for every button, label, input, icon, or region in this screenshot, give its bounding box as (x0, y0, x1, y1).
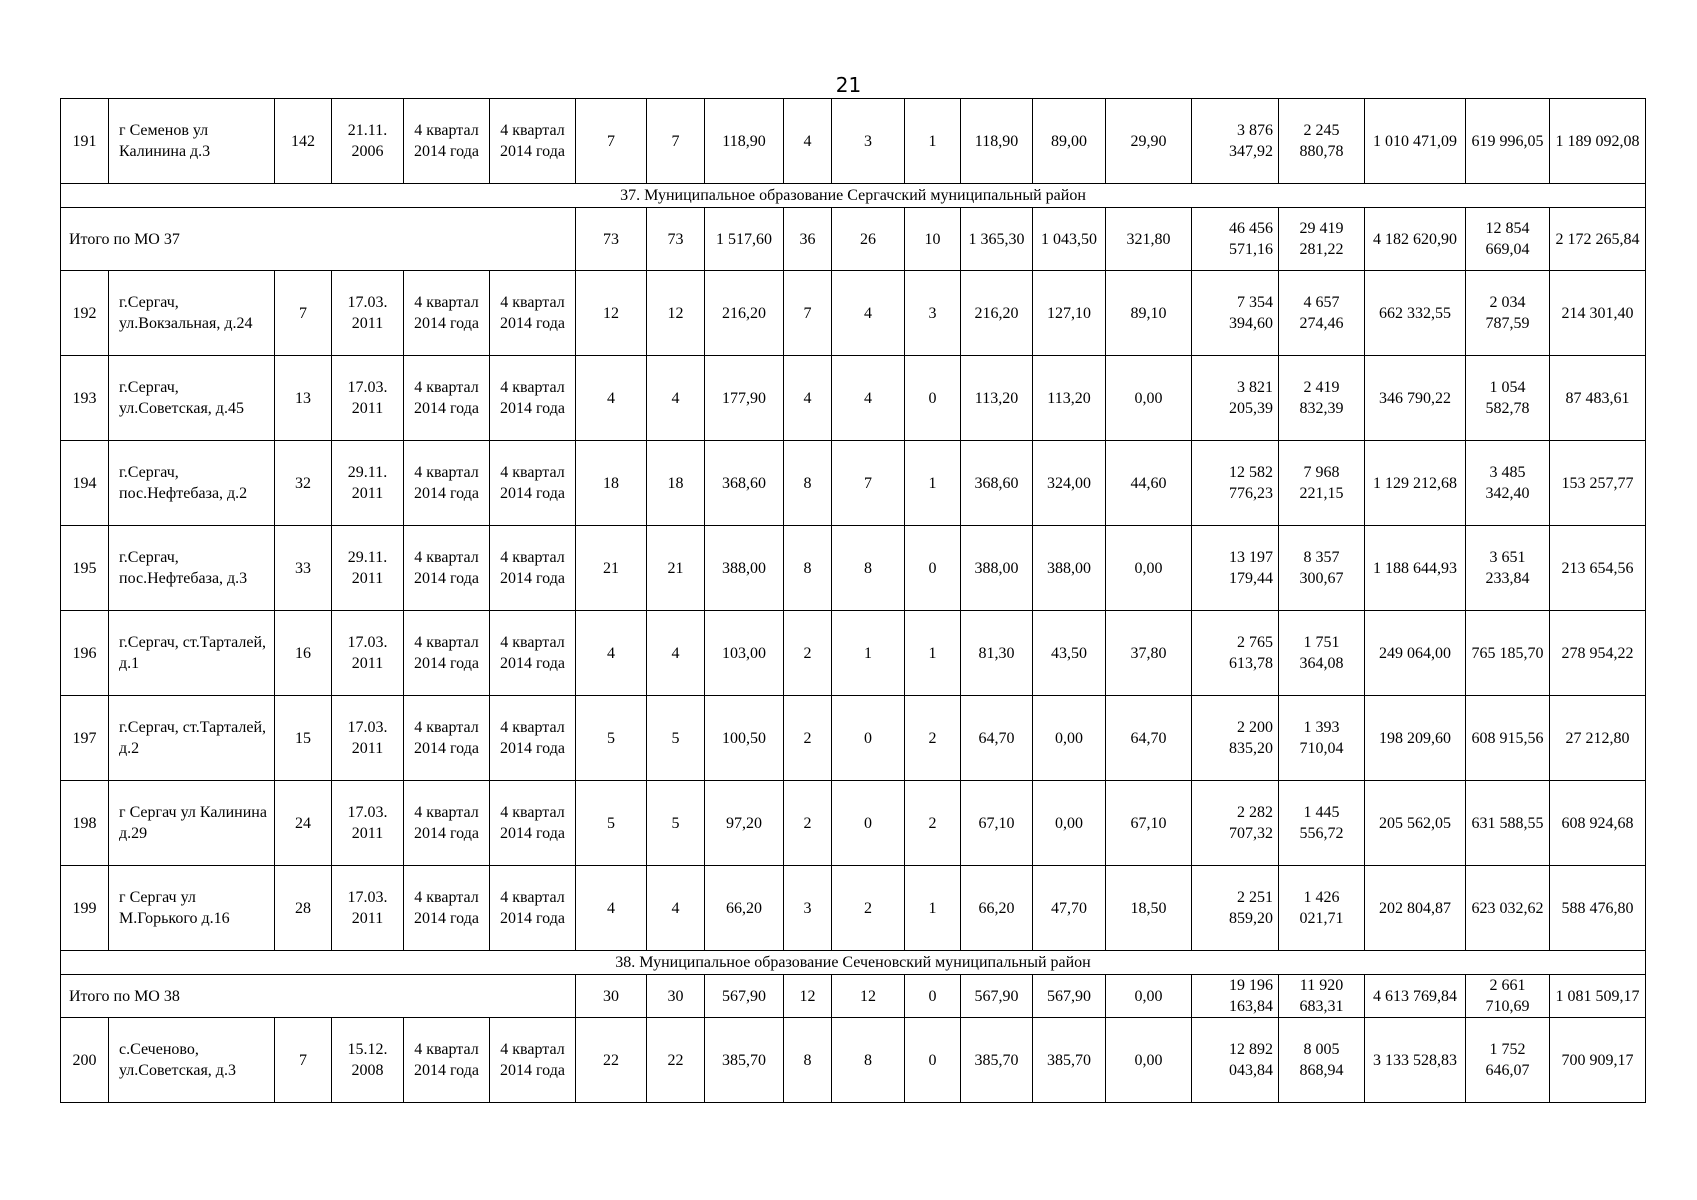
cell-doc-date: 17.03. 2011 (332, 866, 404, 951)
cell-residents-resettled: 12 (647, 271, 705, 356)
cell-area-total: 368,60 (705, 441, 784, 526)
cell-plan-start: 4 квартал 2014 года (404, 356, 490, 441)
cell-doc-number: 15 (275, 696, 332, 781)
cell-cost-total: 12 892 043,84 (1192, 1018, 1279, 1103)
cell-apartments-total: 8 (784, 1018, 832, 1103)
cell-local-budget: 631 588,55 (1466, 781, 1550, 866)
cell-area-total: 118,90 (705, 99, 784, 184)
cell-plan-start: 4 квартал 2014 года (404, 781, 490, 866)
cell-apartments-municipal: 1 (905, 866, 961, 951)
cell-doc-date: 29.11. 2011 (332, 441, 404, 526)
cell-area-private: 89,00 (1033, 99, 1106, 184)
cell-plan-start: 4 квартал 2014 года (404, 1018, 490, 1103)
total-cell: 1 043,50 (1033, 208, 1106, 271)
cell-plan-end: 4 квартал 2014 года (490, 356, 576, 441)
cell-area-municipal: 18,50 (1106, 866, 1192, 951)
total-cell: 0 (905, 975, 961, 1018)
cell-number: 195 (61, 526, 109, 611)
cell-plan-end: 4 квартал 2014 года (490, 271, 576, 356)
cell-address: г.Сергач, пос.Нефтебаза, д.2 (109, 441, 275, 526)
cell-area-resettled: 64,70 (961, 696, 1033, 781)
cell-cost-total: 3 821 205,39 (1192, 356, 1279, 441)
cell-area-resettled: 81,30 (961, 611, 1033, 696)
cell-regional-budget: 346 790,22 (1365, 356, 1466, 441)
total-cell: 36 (784, 208, 832, 271)
cell-number: 192 (61, 271, 109, 356)
cell-local-budget: 608 915,56 (1466, 696, 1550, 781)
cell-apartments-private: 2 (832, 866, 905, 951)
cell-apartments-private: 8 (832, 526, 905, 611)
total-cell: 73 (576, 208, 647, 271)
cell-local-budget: 3 485 342,40 (1466, 441, 1550, 526)
cell-fund-share: 8 005 868,94 (1279, 1018, 1365, 1103)
cell-apartments-total: 4 (784, 356, 832, 441)
cell-local-budget: 623 032,62 (1466, 866, 1550, 951)
cell-regional-budget: 1 188 644,93 (1365, 526, 1466, 611)
cell-area-resettled: 385,70 (961, 1018, 1033, 1103)
cell-apartments-municipal: 1 (905, 99, 961, 184)
cell-cost-total: 2 200 835,20 (1192, 696, 1279, 781)
cell-extra-funds: 27 212,80 (1550, 696, 1646, 781)
cell-apartments-total: 4 (784, 99, 832, 184)
cell-apartments-private: 3 (832, 99, 905, 184)
cell-apartments-total: 7 (784, 271, 832, 356)
cell-extra-funds: 278 954,22 (1550, 611, 1646, 696)
cell-area-private: 43,50 (1033, 611, 1106, 696)
cell-residents-resettled: 4 (647, 866, 705, 951)
cell-residents-total: 4 (576, 611, 647, 696)
cell-regional-budget: 1 129 212,68 (1365, 441, 1466, 526)
cell-number: 194 (61, 441, 109, 526)
cell-apartments-private: 0 (832, 696, 905, 781)
cell-extra-funds: 87 483,61 (1550, 356, 1646, 441)
cell-plan-start: 4 квартал 2014 года (404, 441, 490, 526)
table-row (61, 356, 1646, 441)
cell-apartments-private: 8 (832, 1018, 905, 1103)
section-title: 38. Муниципальное образование Сеченовский муниципальный район (61, 951, 1646, 975)
cell-apartments-municipal: 0 (905, 526, 961, 611)
cell-area-total: 388,00 (705, 526, 784, 611)
cell-area-resettled: 368,60 (961, 441, 1033, 526)
section-header-row (61, 184, 1646, 208)
total-cell: 30 (647, 975, 705, 1018)
cell-plan-end: 4 квартал 2014 года (490, 526, 576, 611)
housing-register-table (60, 98, 1646, 1103)
cell-address: г.Сергач, ул.Советская, д.45 (109, 356, 275, 441)
cell-cost-total: 12 582 776,23 (1192, 441, 1279, 526)
cell-cost-total: 3 876 347,92 (1192, 99, 1279, 184)
cell-address: с.Сеченово, ул.Советская, д.3 (109, 1018, 275, 1103)
cell-local-budget: 2 034 787,59 (1466, 271, 1550, 356)
cell-plan-end: 4 квартал 2014 года (490, 611, 576, 696)
cell-regional-budget: 202 804,87 (1365, 866, 1466, 951)
cell-apartments-total: 2 (784, 696, 832, 781)
cell-area-private: 385,70 (1033, 1018, 1106, 1103)
cell-fund-share: 4 657 274,46 (1279, 271, 1365, 356)
table-row (61, 441, 1646, 526)
total-row (61, 975, 1646, 1018)
cell-address: г.Сергач, пос.Нефтебаза, д.3 (109, 526, 275, 611)
cell-regional-budget: 3 133 528,83 (1365, 1018, 1466, 1103)
cell-number: 193 (61, 356, 109, 441)
cell-residents-resettled: 5 (647, 696, 705, 781)
cell-doc-date: 17.03. 2011 (332, 611, 404, 696)
cell-cost-total: 13 197 179,44 (1192, 526, 1279, 611)
table-row (61, 1018, 1646, 1103)
cell-apartments-total: 8 (784, 526, 832, 611)
cell-area-private: 113,20 (1033, 356, 1106, 441)
cell-local-budget: 3 651 233,84 (1466, 526, 1550, 611)
cell-residents-resettled: 5 (647, 781, 705, 866)
cell-area-total: 103,00 (705, 611, 784, 696)
cell-doc-date: 17.03. 2011 (332, 356, 404, 441)
cell-doc-number: 32 (275, 441, 332, 526)
cell-cost-total: 7 354 394,60 (1192, 271, 1279, 356)
total-cell: 12 (784, 975, 832, 1018)
cell-doc-number: 142 (275, 99, 332, 184)
cell-apartments-municipal: 1 (905, 611, 961, 696)
cell-regional-budget: 662 332,55 (1365, 271, 1466, 356)
cell-apartments-private: 4 (832, 356, 905, 441)
cell-area-municipal: 37,80 (1106, 611, 1192, 696)
cell-residents-total: 21 (576, 526, 647, 611)
cell-address: г.Сергач, ст.Тарталей, д.1 (109, 611, 275, 696)
cell-area-municipal: 44,60 (1106, 441, 1192, 526)
cell-fund-share: 1 393 710,04 (1279, 696, 1365, 781)
cell-fund-share: 8 357 300,67 (1279, 526, 1365, 611)
cell-plan-end: 4 квартал 2014 года (490, 866, 576, 951)
cell-cost-total: 2 282 707,32 (1192, 781, 1279, 866)
cell-extra-funds: 213 654,56 (1550, 526, 1646, 611)
cell-fund-share: 7 968 221,15 (1279, 441, 1365, 526)
cell-extra-funds: 1 189 092,08 (1550, 99, 1646, 184)
cell-residents-total: 5 (576, 696, 647, 781)
total-cell: 567,90 (1033, 975, 1106, 1018)
cell-residents-resettled: 21 (647, 526, 705, 611)
cell-area-municipal: 0,00 (1106, 356, 1192, 441)
total-cell: 26 (832, 208, 905, 271)
cell-area-resettled: 113,20 (961, 356, 1033, 441)
cell-apartments-total: 2 (784, 781, 832, 866)
cell-area-private: 127,10 (1033, 271, 1106, 356)
cell-extra-funds: 153 257,77 (1550, 441, 1646, 526)
cell-area-municipal: 89,10 (1106, 271, 1192, 356)
cell-extra-funds: 588 476,80 (1550, 866, 1646, 951)
total-cell: 12 854 669,04 (1466, 208, 1550, 271)
cell-area-municipal: 0,00 (1106, 526, 1192, 611)
cell-extra-funds: 700 909,17 (1550, 1018, 1646, 1103)
cell-area-resettled: 118,90 (961, 99, 1033, 184)
cell-apartments-municipal: 0 (905, 1018, 961, 1103)
cell-area-resettled: 388,00 (961, 526, 1033, 611)
cell-number: 191 (61, 99, 109, 184)
cell-doc-number: 24 (275, 781, 332, 866)
cell-doc-date: 17.03. 2011 (332, 271, 404, 356)
cell-doc-number: 33 (275, 526, 332, 611)
cell-apartments-total: 8 (784, 441, 832, 526)
cell-plan-start: 4 квартал 2014 года (404, 866, 490, 951)
table-row (61, 696, 1646, 781)
cell-plan-start: 4 квартал 2014 года (404, 696, 490, 781)
cell-fund-share: 1 751 364,08 (1279, 611, 1365, 696)
total-cell: 321,80 (1106, 208, 1192, 271)
cell-area-private: 0,00 (1033, 781, 1106, 866)
cell-doc-date: 15.12. 2008 (332, 1018, 404, 1103)
cell-fund-share: 2 245 880,78 (1279, 99, 1365, 184)
cell-apartments-private: 7 (832, 441, 905, 526)
total-cell: 30 (576, 975, 647, 1018)
table-row (61, 99, 1646, 184)
total-label: Итого по МО 37 (61, 208, 576, 271)
total-cell: 1 081 509,17 (1550, 975, 1646, 1018)
cell-fund-share: 1 426 021,71 (1279, 866, 1365, 951)
cell-plan-start: 4 квартал 2014 года (404, 526, 490, 611)
cell-regional-budget: 249 064,00 (1365, 611, 1466, 696)
cell-residents-resettled: 18 (647, 441, 705, 526)
total-cell: 0,00 (1106, 975, 1192, 1018)
cell-apartments-municipal: 3 (905, 271, 961, 356)
cell-residents-resettled: 22 (647, 1018, 705, 1103)
total-cell: 567,90 (705, 975, 784, 1018)
table-row (61, 611, 1646, 696)
cell-area-municipal: 29,90 (1106, 99, 1192, 184)
cell-area-resettled: 66,20 (961, 866, 1033, 951)
cell-doc-number: 16 (275, 611, 332, 696)
cell-area-total: 177,90 (705, 356, 784, 441)
cell-fund-share: 1 445 556,72 (1279, 781, 1365, 866)
cell-area-total: 97,20 (705, 781, 784, 866)
total-cell: 1 517,60 (705, 208, 784, 271)
cell-residents-total: 7 (576, 99, 647, 184)
cell-doc-date: 17.03. 2011 (332, 781, 404, 866)
cell-residents-resettled: 4 (647, 611, 705, 696)
cell-local-budget: 619 996,05 (1466, 99, 1550, 184)
cell-area-municipal: 0,00 (1106, 1018, 1192, 1103)
table-row (61, 781, 1646, 866)
cell-extra-funds: 214 301,40 (1550, 271, 1646, 356)
cell-apartments-municipal: 2 (905, 781, 961, 866)
cell-local-budget: 1 752 646,07 (1466, 1018, 1550, 1103)
cell-address: г Сергач ул М.Горького д.16 (109, 866, 275, 951)
cell-number: 196 (61, 611, 109, 696)
cell-plan-end: 4 квартал 2014 года (490, 696, 576, 781)
cell-apartments-municipal: 2 (905, 696, 961, 781)
total-cell: 4 182 620,90 (1365, 208, 1466, 271)
cell-residents-total: 5 (576, 781, 647, 866)
cell-apartments-private: 4 (832, 271, 905, 356)
total-cell: 46 456 571,16 (1192, 208, 1279, 271)
cell-plan-end: 4 квартал 2014 года (490, 781, 576, 866)
total-cell: 11 920 683,31 (1279, 975, 1365, 1018)
cell-area-resettled: 67,10 (961, 781, 1033, 866)
cell-local-budget: 1 054 582,78 (1466, 356, 1550, 441)
cell-doc-date: 21.11. 2006 (332, 99, 404, 184)
total-cell: 29 419 281,22 (1279, 208, 1365, 271)
cell-address: г Семенов ул Калинина д.3 (109, 99, 275, 184)
cell-cost-total: 2 765 613,78 (1192, 611, 1279, 696)
cell-residents-total: 18 (576, 441, 647, 526)
cell-plan-end: 4 квартал 2014 года (490, 99, 576, 184)
cell-plan-end: 4 квартал 2014 года (490, 1018, 576, 1103)
cell-plan-start: 4 квартал 2014 года (404, 611, 490, 696)
total-cell: 567,90 (961, 975, 1033, 1018)
total-label: Итого по МО 38 (61, 975, 576, 1018)
total-cell: 10 (905, 208, 961, 271)
cell-number: 200 (61, 1018, 109, 1103)
cell-regional-budget: 198 209,60 (1365, 696, 1466, 781)
cell-area-private: 388,00 (1033, 526, 1106, 611)
cell-area-total: 66,20 (705, 866, 784, 951)
cell-local-budget: 765 185,70 (1466, 611, 1550, 696)
cell-regional-budget: 1 010 471,09 (1365, 99, 1466, 184)
cell-number: 199 (61, 866, 109, 951)
cell-apartments-municipal: 0 (905, 356, 961, 441)
cell-area-total: 100,50 (705, 696, 784, 781)
cell-address: г Сергач ул Калинина д.29 (109, 781, 275, 866)
section-header-row (61, 951, 1646, 975)
cell-number: 197 (61, 696, 109, 781)
total-row (61, 208, 1646, 271)
cell-plan-end: 4 квартал 2014 года (490, 441, 576, 526)
cell-apartments-private: 1 (832, 611, 905, 696)
total-cell: 19 196 163,84 (1192, 975, 1279, 1018)
total-cell: 1 365,30 (961, 208, 1033, 271)
cell-doc-date: 17.03. 2011 (332, 696, 404, 781)
cell-area-total: 385,70 (705, 1018, 784, 1103)
cell-doc-number: 7 (275, 271, 332, 356)
cell-residents-total: 4 (576, 356, 647, 441)
cell-apartments-private: 0 (832, 781, 905, 866)
cell-area-municipal: 64,70 (1106, 696, 1192, 781)
total-cell: 2 661 710,69 (1466, 975, 1550, 1018)
total-cell: 12 (832, 975, 905, 1018)
cell-regional-budget: 205 562,05 (1365, 781, 1466, 866)
cell-residents-total: 22 (576, 1018, 647, 1103)
total-cell: 4 613 769,84 (1365, 975, 1466, 1018)
cell-address: г.Сергач, ст.Тарталей, д.2 (109, 696, 275, 781)
cell-address: г.Сергач, ул.Вокзальная, д.24 (109, 271, 275, 356)
cell-apartments-total: 2 (784, 611, 832, 696)
cell-area-total: 216,20 (705, 271, 784, 356)
cell-apartments-total: 3 (784, 866, 832, 951)
cell-residents-total: 12 (576, 271, 647, 356)
cell-plan-start: 4 квартал 2014 года (404, 271, 490, 356)
cell-area-resettled: 216,20 (961, 271, 1033, 356)
table-row (61, 271, 1646, 356)
total-cell: 2 172 265,84 (1550, 208, 1646, 271)
cell-residents-total: 4 (576, 866, 647, 951)
cell-area-private: 0,00 (1033, 696, 1106, 781)
cell-apartments-municipal: 1 (905, 441, 961, 526)
table-row (61, 866, 1646, 951)
page-number: 21 (835, 73, 862, 97)
cell-area-private: 324,00 (1033, 441, 1106, 526)
cell-doc-number: 28 (275, 866, 332, 951)
cell-doc-number: 13 (275, 356, 332, 441)
cell-extra-funds: 608 924,68 (1550, 781, 1646, 866)
cell-area-municipal: 67,10 (1106, 781, 1192, 866)
cell-plan-start: 4 квартал 2014 года (404, 99, 490, 184)
cell-residents-resettled: 4 (647, 356, 705, 441)
total-cell: 73 (647, 208, 705, 271)
cell-doc-number: 7 (275, 1018, 332, 1103)
cell-doc-date: 29.11. 2011 (332, 526, 404, 611)
cell-cost-total: 2 251 859,20 (1192, 866, 1279, 951)
cell-residents-resettled: 7 (647, 99, 705, 184)
cell-number: 198 (61, 781, 109, 866)
cell-area-private: 47,70 (1033, 866, 1106, 951)
table-row (61, 526, 1646, 611)
section-title: 37. Муниципальное образование Сергачский муниципальный район (61, 184, 1646, 208)
cell-fund-share: 2 419 832,39 (1279, 356, 1365, 441)
